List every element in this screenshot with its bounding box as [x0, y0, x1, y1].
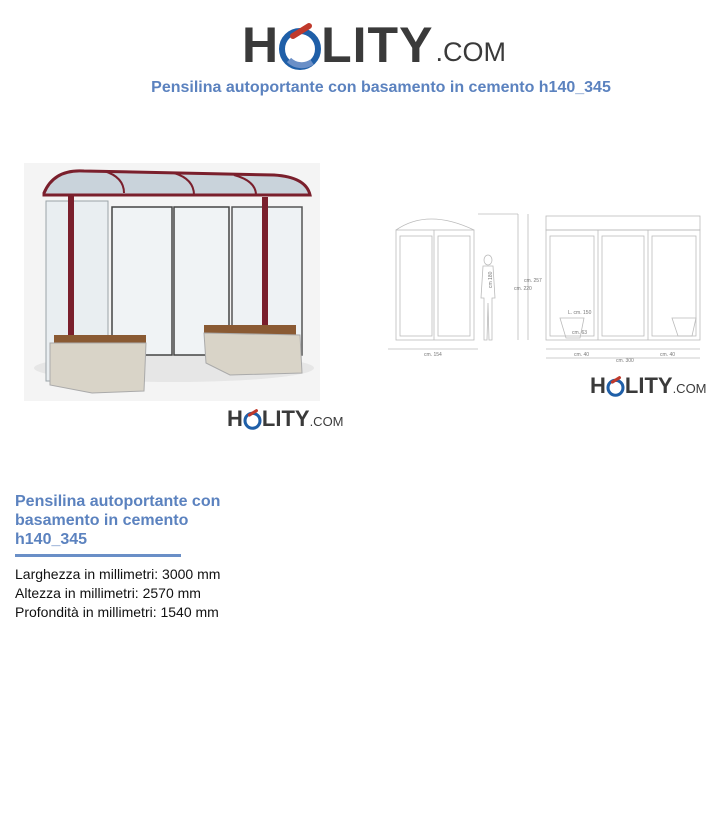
product-specs [15, 565, 220, 622]
dim-bench-depth-2: cm. 40 [660, 352, 676, 358]
logo-dotcom: .COM [435, 37, 506, 67]
dim-bench-depth-1: cm. 40 [574, 352, 590, 358]
logo-letters-lity: LITY [321, 17, 434, 73]
dim-bench-length: L. cm. 150 [568, 310, 592, 316]
page-title: Pensilina autoportante con basamento in cemento h140_345 [151, 79, 611, 96]
product-title: Pensilina autoportante con basamento in cemento h140_345 [15, 493, 221, 548]
holity-logo-small-2 [590, 369, 707, 397]
logo-letters-lity: LITY [261, 406, 310, 431]
dim-person: cm 180 [488, 271, 494, 288]
product-photo [24, 163, 320, 401]
spec-height: Altezza in millimetri: 2570 mm [15, 585, 201, 601]
dim-bench-height: cm. 63 [572, 330, 588, 336]
dim-height-inner: cm. 220 [514, 286, 532, 292]
logo-o-icon [279, 20, 321, 70]
spec-depth: Profondità in millimetri: 1540 mm [15, 604, 219, 620]
logo-dotcom: .COM [309, 414, 344, 429]
dim-width-front: cm. 300 [616, 358, 634, 364]
spec-width: Larghezza in millimetri: 3000 mm [15, 566, 221, 582]
holity-logo[interactable] [242, 12, 506, 73]
logo-o-icon [606, 375, 625, 397]
title-underline [15, 554, 181, 557]
logo-o-icon [243, 408, 262, 430]
holity-logo-small [227, 402, 344, 430]
logo-letter-h: H [227, 406, 243, 431]
dim-height-total: cm. 257 [524, 278, 542, 284]
dim-width-left: cm. 154 [424, 352, 442, 358]
logo-dotcom: .COM [672, 381, 707, 396]
logo-letter-h: H [242, 17, 280, 73]
logo-letter-h: H [590, 373, 606, 398]
technical-drawing [388, 208, 704, 364]
logo-letters-lity: LITY [624, 373, 673, 398]
